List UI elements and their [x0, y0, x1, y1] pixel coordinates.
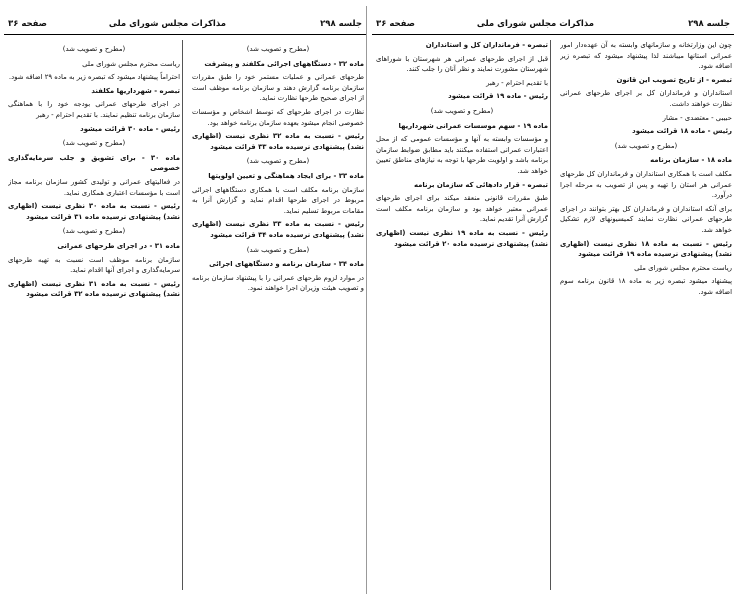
- paragraph: رئیس - ماده ۱۸ قرائت میشود: [632, 127, 732, 136]
- paragraph: قبل از اجرای طرحهای عمرانی هر شهرستان با شوراهای شهرستان مشورت نمایند و نظر آنان را جلب کنند.: [376, 54, 548, 74]
- paragraph: (مطرح و تصویب شد): [62, 139, 126, 148]
- paragraph: (مطرح و تصویب شد): [246, 45, 310, 53]
- paragraph: نظارت در اجرای طرحهای که توسط اشخاص و مؤسسات خصوصی انجام میشود بعهده سازمان برنامه خواهد بود.: [192, 107, 364, 127]
- left-page-header: [4, 16, 366, 35]
- paragraph: رئیس - ماده ۱۹ قرائت میشود: [448, 92, 548, 101]
- paragraph: رئیس - ماده ۳۰ قرائت میشود: [80, 124, 180, 133]
- paragraph: تبصره - از تاریخ تصویب این قانون: [616, 75, 732, 84]
- paragraph: (مطرح و تصویب شد): [246, 157, 310, 166]
- column-divider: [182, 40, 183, 590]
- left-page-number: صفحه ۳۶: [8, 19, 47, 29]
- paragraph: ریاست محترم مجلس شورای ملی: [634, 263, 732, 272]
- paragraph: رئیس - نسبت به ماده ۳۰ نظری نیست (اظهاری نشد) پیشنهادی نرسیده ماده ۳۱ قرائت میشود: [8, 202, 180, 221]
- left-page-title: مذاکرات مجلس شورای ملی: [108, 19, 226, 29]
- paragraph: مکلف است با همکاری استانداران و فرمانداران کل طرحهای عمرانی هر استان را تهیه و پس از تصویب به مرحله اجرا درآورد.: [560, 169, 732, 200]
- paragraph: (مطرح و تصویب شد): [62, 45, 126, 53]
- left-page-column-left: [8, 40, 180, 594]
- paragraph: سازمان برنامه موظف است نسبت به تهیه طرحهای سرمایه‌گذاری و اجرای آنها اقدام نماید.: [8, 255, 180, 275]
- paragraph: استانداران و فرمانداران کل بر اجرای طرحهای عمرانی نظارت خواهند داشت.: [560, 89, 732, 108]
- paragraph: (مطرح و تصویب شد): [614, 141, 678, 150]
- paragraph: حبیبی - معتضدی - مشار: [662, 113, 732, 122]
- paragraph: چون این وزارتخانه و سازمانهای وابسته به آن عهده‌دار امور عمرانی استانها میباشند لذا پیشنهاد میشود که تبصره زیر اضافه شود.: [560, 41, 732, 71]
- paragraph: در اجرای طرحهای عمرانی بودجه خود را با هماهنگی سازمان برنامه تنظیم نمایند. با تقدیم احترام - رهبر: [8, 100, 180, 119]
- right-page-session: جلسه ۲۹۸: [688, 19, 730, 29]
- paragraph: (مطرح و تصویب شد): [430, 106, 494, 115]
- right-page-column-left: [376, 40, 548, 594]
- paragraph: در موارد لزوم طرحهای عمرانی را با پیشنهاد سازمان برنامه و تصویب هیئت وزیران اجرا خواهند نمود.: [192, 273, 364, 293]
- page-gutter: [366, 6, 367, 594]
- paragraph: رئیس - نسبت به ماده ۳۲ نظری نیست (اظهاری نشد) پیشنهادی نرسیده ماده ۳۳ قرائت میشود: [192, 132, 364, 151]
- paragraph: برای آنکه استانداران و فرمانداران کل بهتر بتوانند در اجرای طرحهای عمرانی نظارت نمایند کمیسیونهای لازم تشکیل خواهد شد.: [560, 204, 732, 234]
- paragraph: ماده ۳۲ - دستگاههای اجرائی مکلفند و پیشرفت: [204, 59, 364, 68]
- paragraph: رئیس - نسبت به ماده ۳۱ نظری نیست (اظهاری نشد) پیشنهادی نرسیده ماده ۳۲ قرائت میشود: [8, 279, 180, 299]
- paragraph: رئیس - نسبت به ماده ۳۳ نظری نیست (اظهاری نشد) پیشنهادی نرسیده ماده ۳۴ قرائت میشود: [192, 220, 364, 239]
- left-page: [4, 0, 366, 600]
- paragraph: پیشنهاد میشود تبصره زیر به ماده ۱۸ قانون برنامه سوم اضافه شود.: [560, 277, 732, 296]
- paragraph: (مطرح و تصویب شد): [246, 245, 310, 254]
- right-page-column-right: [560, 40, 732, 594]
- right-page-title: مذاکرات مجلس شورای ملی: [476, 19, 594, 29]
- right-page-number: صفحه ۳۶: [376, 19, 415, 29]
- left-page-session: جلسه ۲۹۸: [320, 19, 362, 29]
- paragraph: ماده ۳۳ - برای ایجاد هماهنگی و تعیین اولویتها: [208, 171, 364, 180]
- paragraph: ماده ۳۴ - سازمان برنامه و دستگاههای اجرائی: [209, 260, 364, 269]
- column-divider: [550, 40, 551, 590]
- paragraph: با تقدیم احترام - رهبر: [486, 78, 548, 87]
- paragraph: ماده ۱۸ - سازمان برنامه: [650, 156, 732, 165]
- paragraph: رئیس - نسبت به ماده ۱۹ نظری نیست (اظهاری نشد) پیشنهادی نرسیده ماده ۲۰ قرائت میشود: [376, 228, 548, 248]
- paragraph: ماده ۳۰ - برای تشویق و جلب سرمایه‌گذاری خصوصی: [8, 153, 180, 173]
- paragraph: احتراماً پیشنهاد میشود که تبصره زیر به ماده ۲۹ اضافه شود.: [8, 73, 180, 82]
- paragraph: طرحهای عمرانی و عملیات مستمر خود را طبق مقررات سازمان برنامه گزارش دهند و سازمان برنامه موظف است از اجرای صحیح طرحها نظارت نماید.: [192, 73, 364, 103]
- paragraph: ریاست محترم مجلس شورای ملی: [82, 59, 180, 68]
- paragraph: تبصره - فرمانداران کل و استانداران: [425, 41, 548, 49]
- right-page: [372, 0, 734, 600]
- paragraph: تبصره - قرار دادهائی که سازمان برنامه: [413, 180, 548, 189]
- left-page-column-right: [192, 40, 364, 594]
- paragraph: ماده ۳۱ - در اجرای طرحهای عمرانی: [57, 241, 180, 250]
- paragraph: رئیس - نسبت به ماده ۱۸ نظری نیست (اظهاری نشد) پیشنهادی نرسیده ماده ۱۹ قرائت میشود: [560, 239, 732, 259]
- paragraph: سازمان برنامه مکلف است با همکاری دستگاههای اجرائی مربوط در اجرای طرحها اقدام نماید و گزارش آنرا به مقامات مربوط تسلیم نماید.: [192, 185, 364, 215]
- paragraph: (مطرح و تصویب شد): [62, 227, 126, 236]
- paragraph: ماده ۱۹ - سهم موسسات عمرانی شهرداریها: [398, 121, 548, 130]
- paragraph: طبق مقررات قانونی منعقد میکند برای اجرای طرحهای عمرانی معتبر خواهد بود و سازمان برنامه مکلف است گزارش آنرا تقدیم نماید.: [376, 194, 548, 224]
- right-page-header: [372, 16, 734, 35]
- paragraph: و مؤسسات وابسته به آنها و مؤسسات عمومی که از محل اعتبارات عمرانی استفاده میکنند باید مطابق ضوابط سازمان برنامه باشد و اولویت طرحها با توجه به نیازهای مناطق تعیین خواهد شد.: [376, 135, 548, 175]
- paragraph: تبصره - شهرداریها مکلفند: [91, 86, 180, 95]
- paragraph: در فعالیتهای عمرانی و تولیدی کشور سازمان برنامه مجاز است با مؤسسات اعتباری همکاری نماید.: [8, 177, 180, 197]
